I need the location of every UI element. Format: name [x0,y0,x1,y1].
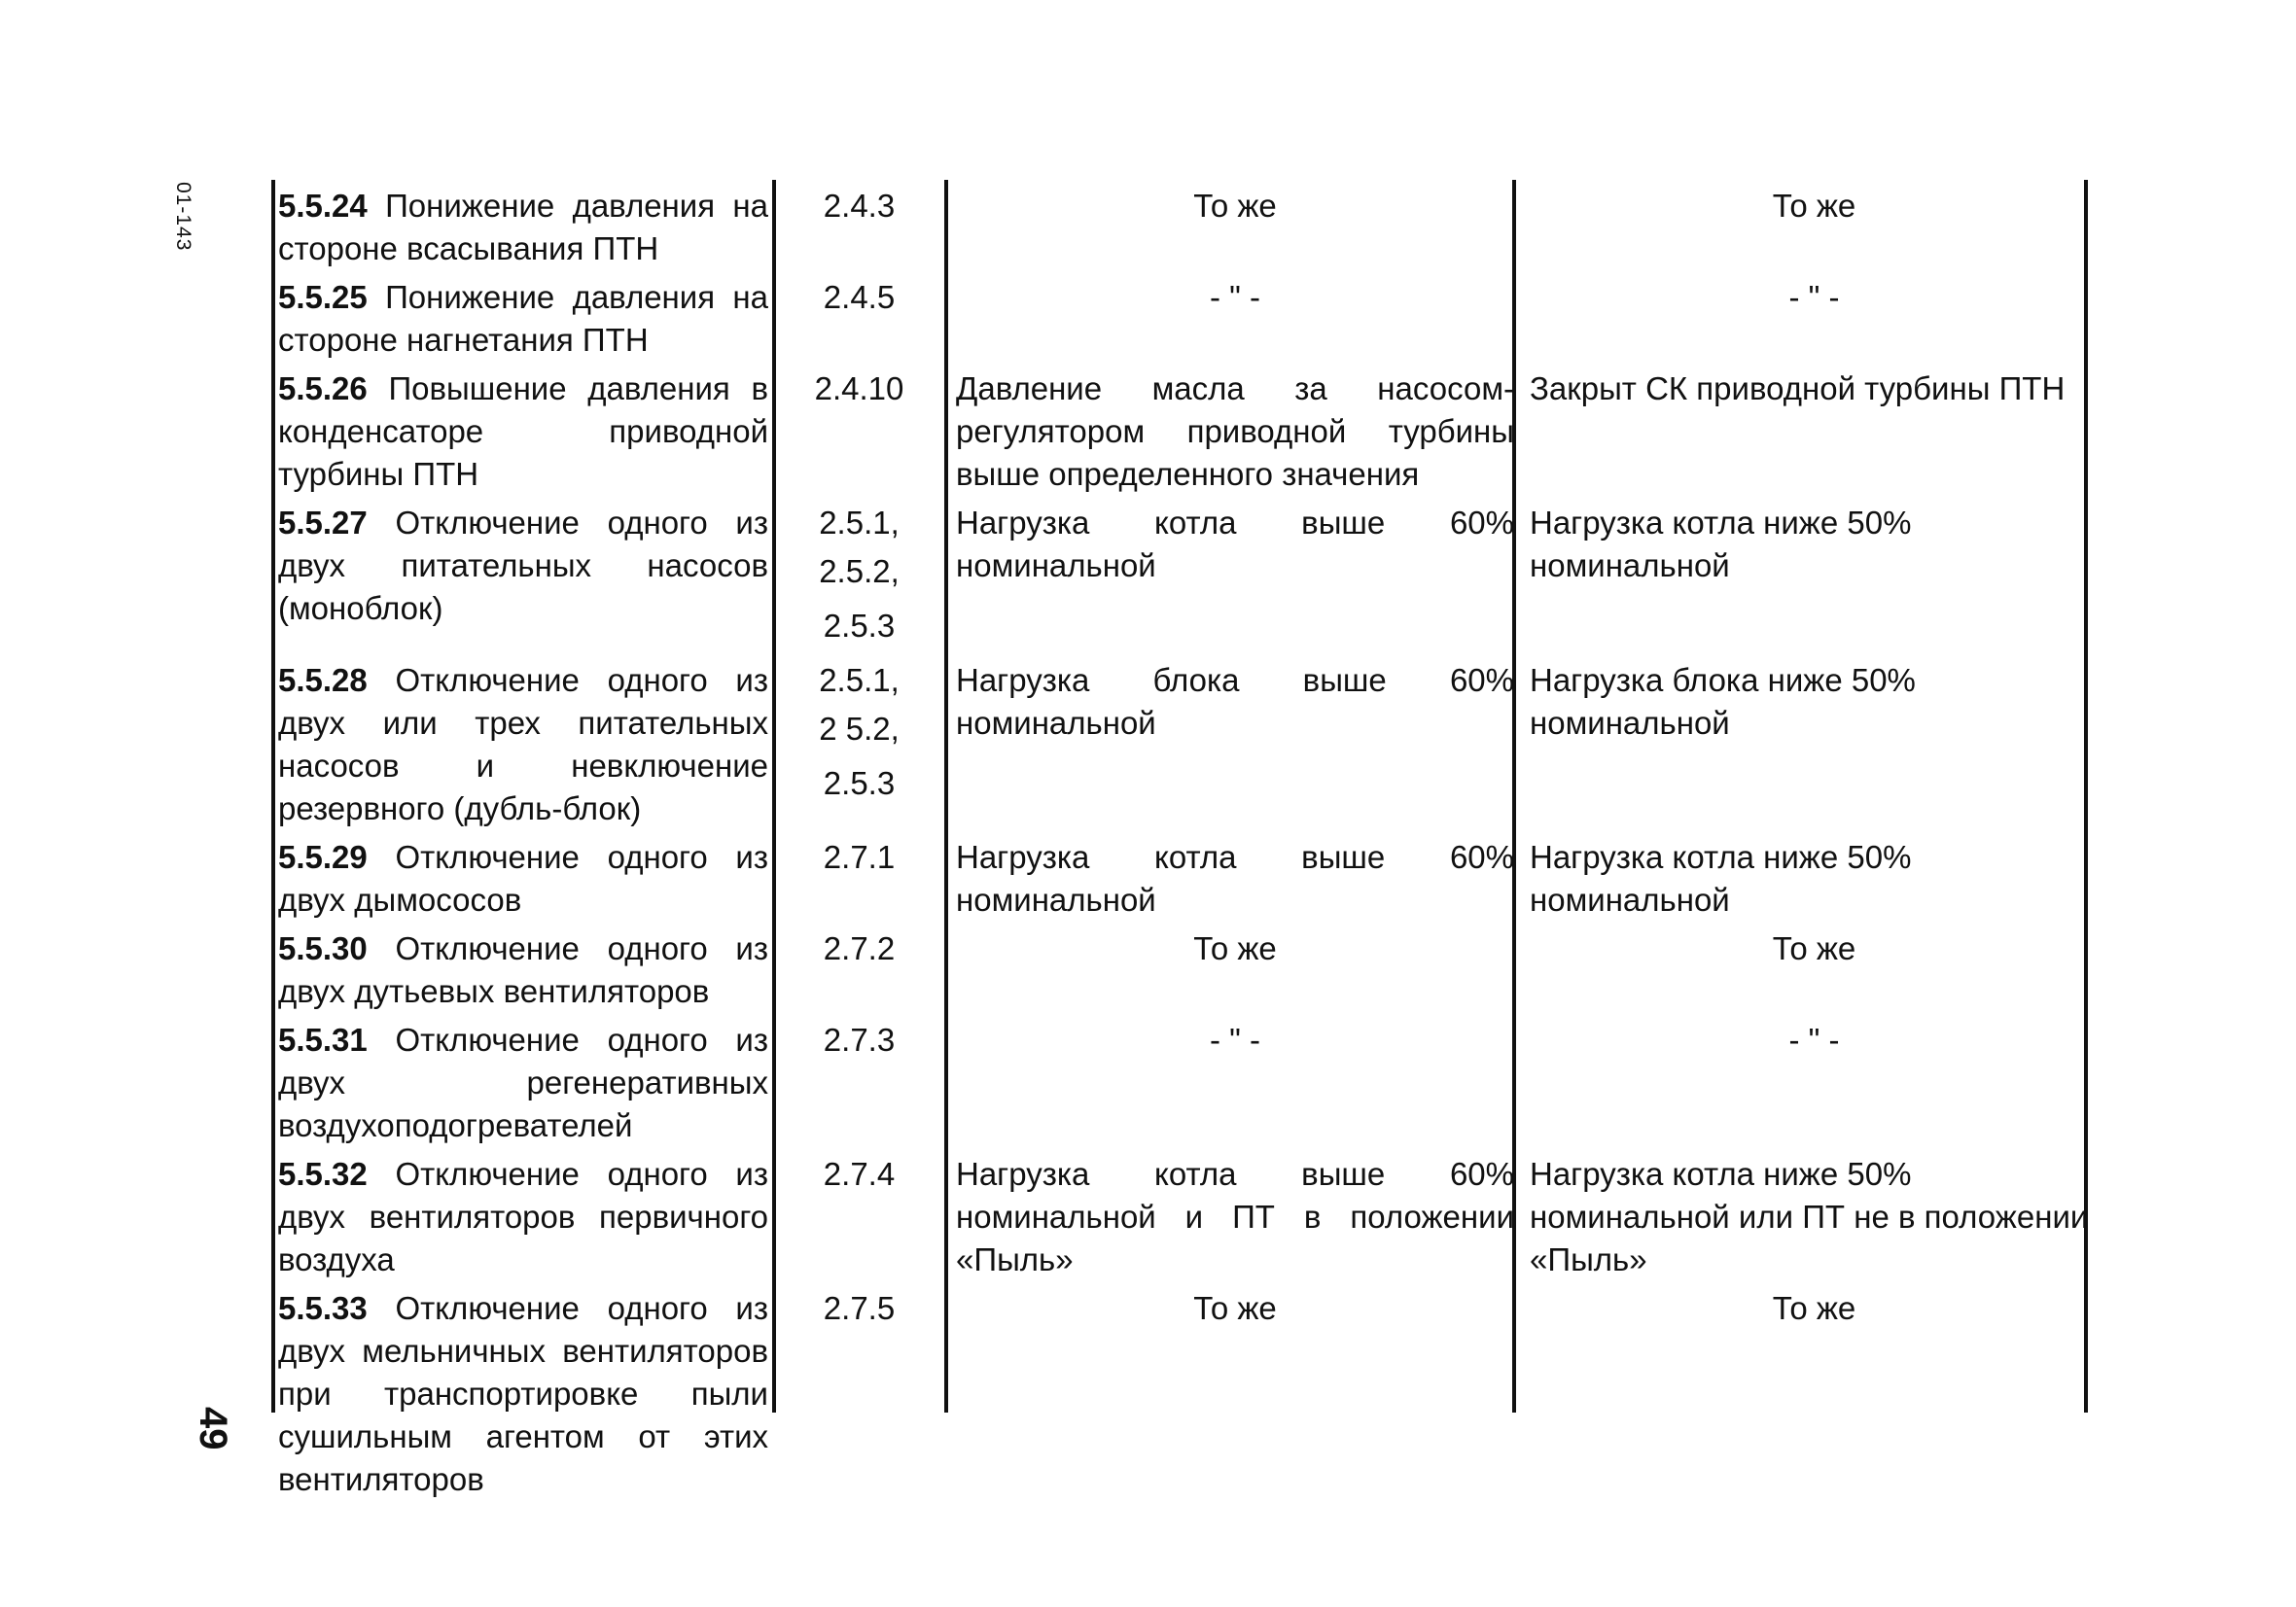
cell-condition-off: Нагрузка котла ниже 50% номинальной [1530,505,1912,583]
cell-condition-on: - " - [1209,279,1261,315]
reference-value: 2.5.3 [823,608,896,644]
cell-condition-off: То же [1772,930,1856,966]
item-title: Отключение одного из двух регенеративных воздухоподогревателей [278,1022,768,1143]
reference-value: 2.5.3 [823,765,896,801]
table-row [273,502,2103,659]
table-row [273,927,2103,1019]
cell-item [273,185,773,276]
cell-condition-on: Нагрузка котла выше 60% номинальной и ПТ в положении «Пыль» [956,1156,1514,1277]
item-number: 5.5.24 [278,188,368,224]
cell-reference [773,836,945,927]
interlock-table [273,185,2103,1507]
cell-condition-on: То же [1193,930,1277,966]
cell-item [273,276,773,367]
cell-item [273,367,773,502]
cell-condition-on: Нагрузка котла выше 60% номинальной [956,839,1514,918]
cell-reference [773,1019,945,1153]
cell-item [273,836,773,927]
cell-reference [773,1153,945,1287]
cell-condition-on: Нагрузка котла выше 60% номинальной [956,505,1514,583]
reference-value: 2.4.5 [823,279,896,315]
item-title: Отключение одного из двух дутьевых вентиляторов [278,930,768,1009]
cell-reference [773,1287,945,1507]
table-body [273,185,2103,1507]
cell-condition-off: Нагрузка блока ниже 50% номинальной [1530,662,1916,741]
table-row [273,1019,2103,1153]
table-row [273,276,2103,367]
item-number: 5.5.31 [278,1022,368,1058]
cell-reference [773,927,945,1019]
item-title: Повышение давления в конденсаторе приводной турбины ПТН [278,370,769,492]
item-title: Понижение давления на стороне нагнетания ПТН [278,279,768,358]
cell-condition-off: - " - [1788,279,1840,315]
reference-value: 2.7.3 [823,1022,896,1058]
cell-reference [773,276,945,367]
item-title: Отключение одного из двух мельничных вентиляторов при транспортировке пыли сушильным агентом от этих вентиляторов [278,1290,768,1497]
cell-condition-off: То же [1772,188,1856,224]
item-title: Отключение одного из двух или трех питательных насосов и невключение резервного (дубль-блок) [278,662,768,826]
cell-condition-off: Нагрузка котла ниже 50% номинальной [1530,839,1912,918]
table-row [273,836,2103,927]
document-code: 01-143 [172,182,194,252]
table-row [273,367,2103,502]
reference-value: 2.5.2, [819,553,900,589]
cell-reference [773,659,945,836]
cell-condition-on: - " - [1209,1022,1261,1058]
page-number: 49 [192,1407,234,1450]
item-title: Отключение одного из двух питательных насосов (моноблок) [278,505,768,626]
cell-reference [773,185,945,276]
item-number: 5.5.29 [278,839,368,875]
item-title: Отключение одного из двух дымососов [278,839,768,918]
table-row [273,659,2103,836]
reference-value: 2.7.1 [823,839,896,875]
table-row [273,1287,2103,1507]
reference-value: 2.7.5 [823,1290,896,1326]
cell-reference [773,502,945,659]
item-number: 5.5.32 [278,1156,368,1192]
reference-value: 2.7.4 [823,1156,896,1192]
item-title: Отключение одного из двух вентиляторов первичного воздуха [278,1156,768,1277]
item-number: 5.5.26 [278,370,368,406]
item-number: 5.5.27 [278,505,368,541]
cell-item [273,927,773,1019]
cell-condition-off: Нагрузка котла ниже 50% номинальной или ПТ не в положении «Пыль» [1530,1156,2089,1277]
reference-value: 2.5.1, [819,662,900,698]
item-number: 5.5.25 [278,279,368,315]
cell-condition-on: Нагрузка блока выше 60% номинальной [956,662,1514,741]
cell-item [273,1287,773,1507]
cell-item [273,659,773,836]
cell-condition-off: Закрыт СК приводной турбины ПТН [1530,370,2066,406]
cell-condition-on: Давление масла за насосом-регулятором приводной турбины выше определенного значения [956,370,1514,492]
cell-reference [773,367,945,502]
cell-item [273,502,773,659]
reference-value: 2.7.2 [823,930,896,966]
reference-value: 2.4.3 [823,188,896,224]
item-title: Понижение давления на стороне всасывания ПТН [278,188,768,266]
table-row [273,1153,2103,1287]
reference-value: 2.4.10 [814,370,904,406]
cell-item [273,1153,773,1287]
cell-condition-off: То же [1772,1290,1856,1326]
reference-value: 2 5.2, [819,711,900,747]
item-number: 5.5.28 [278,662,368,698]
reference-value: 2.5.1, [819,505,900,541]
item-number: 5.5.30 [278,930,368,966]
table-row [273,185,2103,276]
cell-condition-on: То же [1193,1290,1277,1326]
cell-condition-on: То же [1193,188,1277,224]
item-number: 5.5.33 [278,1290,368,1326]
cell-item [273,1019,773,1153]
cell-condition-off: - " - [1788,1022,1840,1058]
